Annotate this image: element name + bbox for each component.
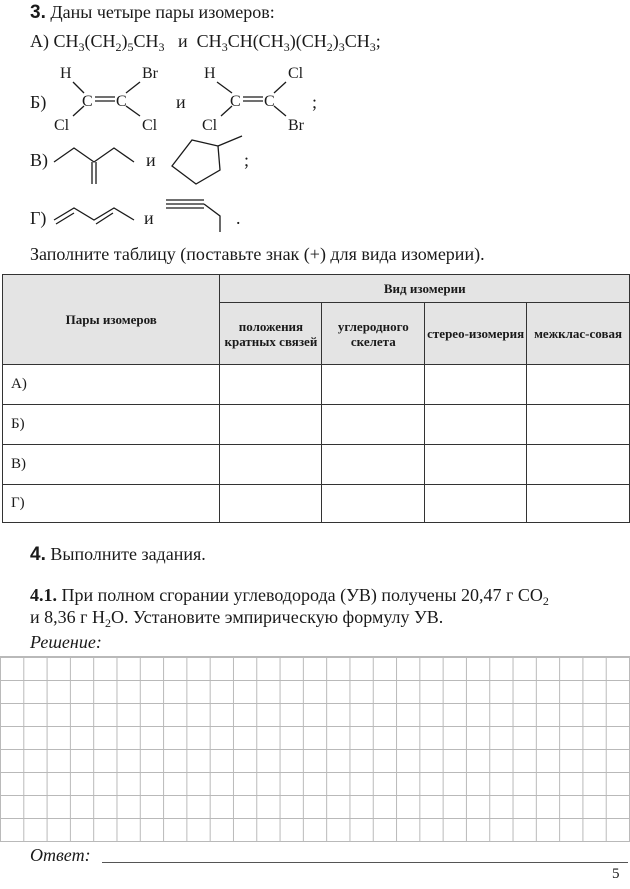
v1-chain [54,148,134,162]
g1-double-bond-a [56,213,74,224]
b2-bond-tr [274,82,286,93]
cell-b-1[interactable] [220,405,322,445]
cell-a-3[interactable] [425,365,527,405]
b1-bond-tl [73,82,84,93]
b2-bond-tl [217,82,232,93]
task41-sub-1: 2 [542,594,549,608]
pair-a-label: А) [30,31,49,51]
cell-v-2[interactable] [322,445,425,485]
g2-chain [204,204,220,232]
pairs-header: Пары изомеров [3,275,220,365]
task3-number: 3. [30,2,46,23]
cell-v-4[interactable] [527,445,630,485]
task41-text-3: O. Установите эмпирическую формулу УВ. [111,607,444,627]
subheader-carbon-skeleton: углеродного скелета [322,303,425,365]
isomer-pair-a [30,31,381,52]
pair-b-conj: и [176,92,186,112]
b2-br-atom: Br [288,117,304,134]
cell-v-1[interactable] [220,445,322,485]
molecule-b2 [196,62,316,134]
cell-b-2[interactable] [322,405,425,445]
task3-title: Даны четыре пары изомеров: [50,2,275,22]
b1-tl-atom: H [60,65,72,82]
b2-bl-atom: Cl [202,117,218,134]
b2-bond-bl [221,106,232,116]
molecule-b1 [48,62,168,134]
pair-g-label: Г) [30,208,47,228]
cell-g-2[interactable] [322,485,425,523]
row-label-a: А) [3,365,220,405]
b1-tr-atom: Br [142,65,158,82]
isomerism-type-header: Вид изомерии [220,275,630,303]
b2-c2-atom: C [264,93,275,110]
cell-g-3[interactable] [425,485,527,523]
b1-bond-br [126,106,140,116]
task41-text-1: При полном сгорании углеводорода (УВ) получены 20,47 г CO [61,585,543,605]
task41-line2 [30,607,443,628]
task4-heading [30,544,206,566]
molecule-v2-skeletal [166,130,246,190]
pair-v-conj: и [146,150,156,170]
b1-c1-atom: C [82,93,93,110]
b1-br-atom: Cl [142,117,158,134]
task3-heading [30,2,275,24]
cell-a-1[interactable] [220,365,322,405]
isomerism-table [2,274,630,523]
b2-c1-atom: C [230,93,241,110]
b2-tl-atom: H [204,65,216,82]
cell-v-3[interactable] [425,445,527,485]
task41-number: 4.1. [30,585,57,605]
g1-double-bond-b [96,213,113,224]
b1-c2-atom: C [116,93,127,110]
pair-v-end: ; [244,150,250,170]
pair-a-conj: и [178,31,188,51]
pair-v-label: В) [30,150,48,170]
answer-line[interactable] [102,862,628,863]
cell-a-4[interactable] [527,365,630,405]
b2-tr-atom: Cl [288,65,304,82]
cell-g-1[interactable] [220,485,322,523]
subheader-multiple-bond-position: положения кратных связей [220,303,322,365]
b1-bond-tr [126,82,140,93]
pair-g-end: . [236,208,241,228]
solution-grid[interactable] [0,656,630,842]
row-label-g: Г) [3,485,220,523]
page-number: 5 [612,866,620,882]
task4-title: Выполните задания. [50,544,206,564]
subheader-stereoisomerism: стерео-изомерия [425,303,527,365]
pair-g-conj: и [144,208,154,228]
task41-text-2: и 8,36 г H [30,607,106,627]
solution-label: Решение: [30,632,102,652]
cell-a-2[interactable] [322,365,425,405]
table-instruction: Заполните таблицу (поставьте знак (+) для вида изомерии). [30,244,485,264]
molecule-g2-skeletal [164,194,244,234]
v2-ring [172,140,220,184]
task41-sub-2: 2 [105,616,112,630]
cell-b-3[interactable] [425,405,527,445]
task41-line1 [30,585,549,606]
answer-label: Ответ: [30,845,91,865]
row-label-v: В) [3,445,220,485]
b1-bl-atom: Cl [54,117,70,134]
pair-a-formula-2: $CH_3CH(CH_3)(CH_2)_3CH_3$; [196,31,381,54]
subheader-interclass: межклас-совая [527,303,630,365]
b2-bond-br [274,106,286,116]
row-label-b: Б) [3,405,220,445]
pair-a-formula-1: $CH_3(CH_2)_5CH_3$ [53,31,165,54]
v2-methyl [218,136,242,146]
pair-b-end: ; [312,92,318,112]
cell-g-4[interactable] [527,485,630,523]
cell-b-4[interactable] [527,405,630,445]
pair-b-label: Б) [30,92,47,112]
molecule-g1-skeletal [52,194,136,234]
molecule-v1-skeletal [52,138,142,188]
b1-bond-bl [73,106,84,116]
task4-number: 4. [30,544,46,565]
